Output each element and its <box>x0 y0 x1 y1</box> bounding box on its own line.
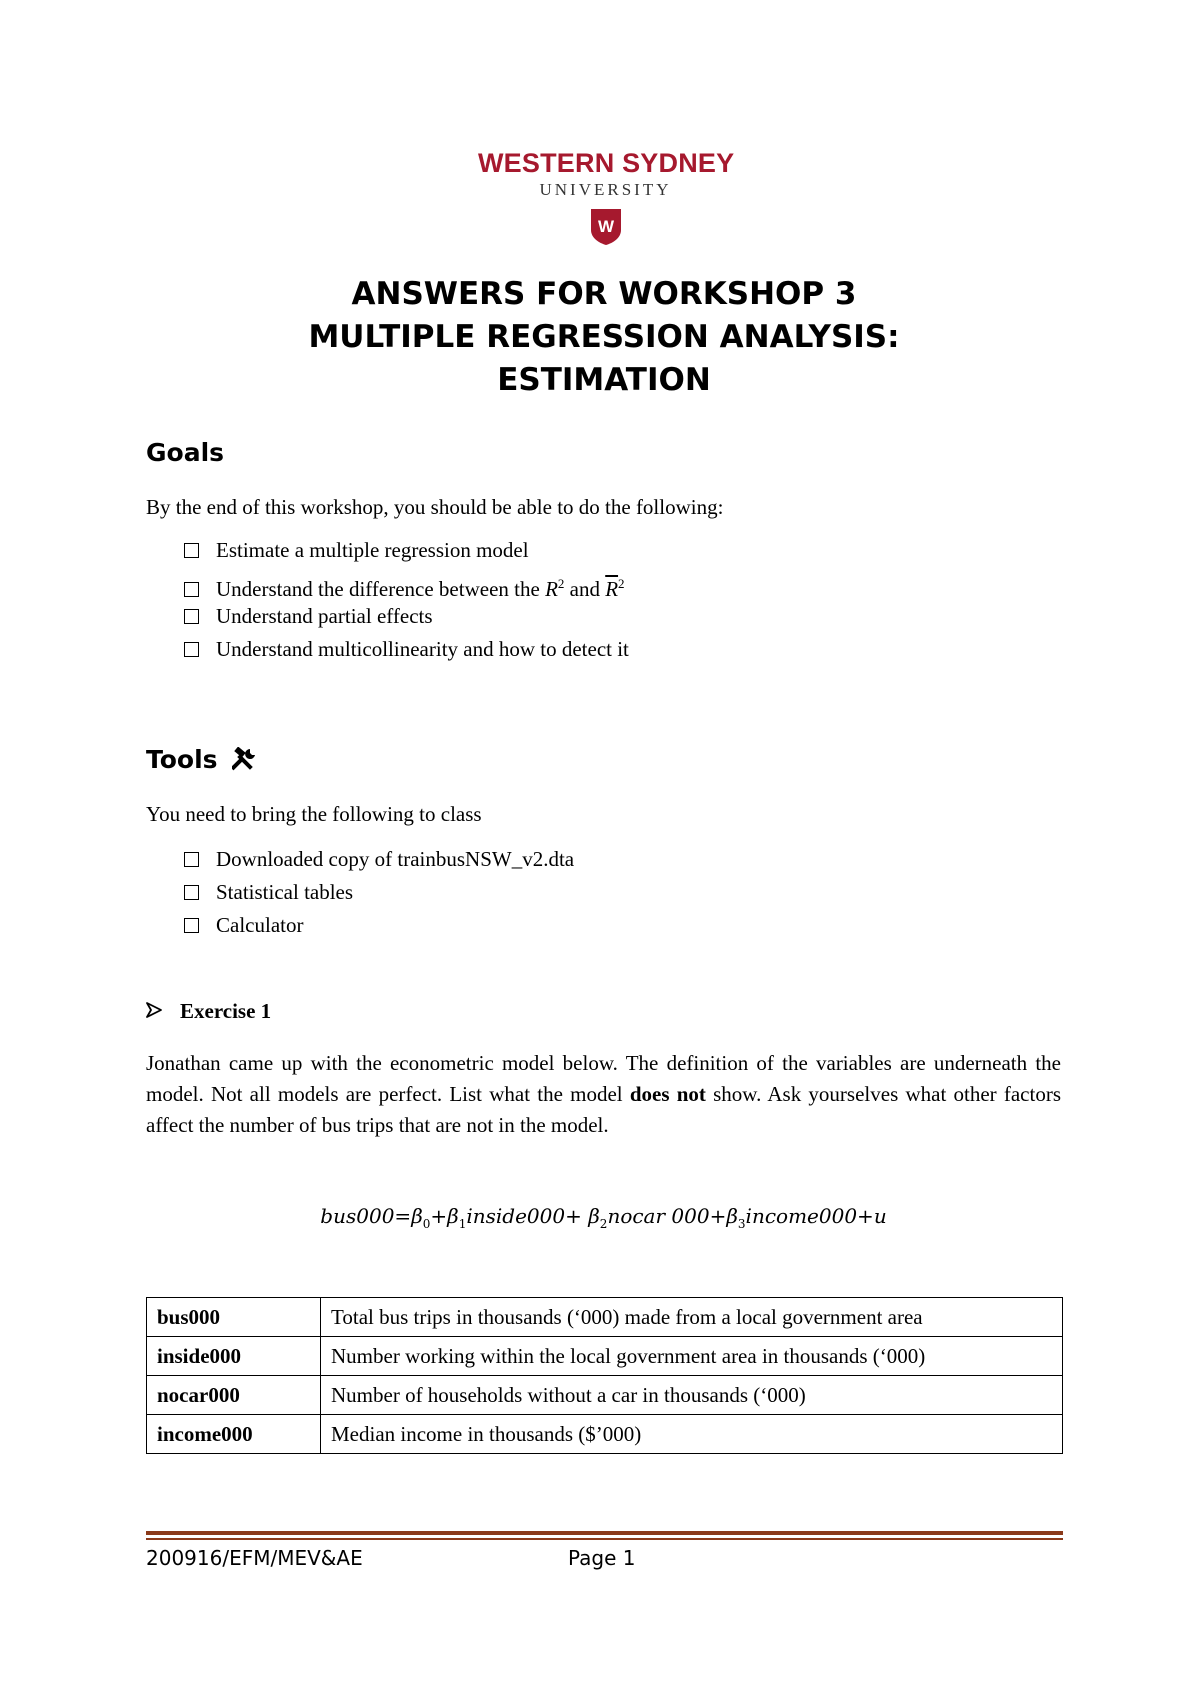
title-line-2: MULTIPLE REGRESSION ANALYSIS: <box>308 319 900 355</box>
r-squared-symbol: $R^2$ <box>545 576 565 601</box>
tools-heading: Tools <box>146 745 258 775</box>
title-line-1: ANSWERS FOR WORKSHOP 3 <box>351 276 857 312</box>
footer-page-number: Page 1 <box>568 1546 636 1570</box>
logo-name-line1: WESTERN SYDNEY <box>478 148 735 178</box>
shield-letter: W <box>597 217 614 236</box>
tools-intro: You need to bring the following to class <box>146 802 482 826</box>
tools-list <box>184 843 574 942</box>
checkbox-icon <box>184 918 199 933</box>
list-item: Understand the difference between the $R^2$ and $\overline{R}^2$ <box>184 567 629 600</box>
goals-intro: By the end of this workshop, you should be able to do the following: <box>146 495 724 519</box>
table-row: bus000 Total bus trips in thousands (‘000) made from a local government area <box>147 1298 1063 1337</box>
checkbox-icon <box>184 852 199 867</box>
list-item: Statistical tables <box>184 876 574 909</box>
footer-divider <box>146 1531 1063 1535</box>
table-row: nocar000 Number of households without a car in thousands (‘000) <box>147 1376 1063 1415</box>
hammer-wrench-icon <box>232 747 258 771</box>
exercise-text: Jonathan came up with the econometric model below. The definition of the variables are underneath the model. Not all models are perfect. List what the model does not show. Ask yourselves what other factors affect the number of bus trips that are not in the model. <box>146 1051 1061 1137</box>
adjusted-r-squared-symbol: $\overline{R}^2$ <box>605 576 625 601</box>
footer-divider-thin <box>146 1538 1063 1540</box>
checkbox-icon <box>184 582 199 597</box>
variable-definitions-table <box>146 1297 1063 1454</box>
arrow-bullet-icon <box>146 1002 162 1018</box>
list-item: Estimate a multiple regression model <box>184 534 629 567</box>
goals-heading: Goals <box>146 438 225 467</box>
logo-name-line2: UNIVERSITY <box>539 180 672 199</box>
list-item: Understand multicollinearity and how to detect it <box>184 633 629 666</box>
regression-equation: $bus000=\beta_0+\beta_1inside000+$ $\beta_2nocar$ $000+\beta_3income000+u$ <box>320 1204 887 1231</box>
checkbox-icon <box>184 543 199 558</box>
footer-course-code: 200916/EFM/MEV&AE <box>146 1546 363 1570</box>
list-item: Understand partial effects <box>184 600 629 633</box>
list-item: Calculator <box>184 909 574 942</box>
university-logo <box>478 148 733 255</box>
checkbox-icon <box>184 609 199 624</box>
shield-icon <box>590 208 622 246</box>
title-line-3: ESTIMATION <box>497 362 711 398</box>
exercise-heading: Exercise 1 <box>146 996 271 1026</box>
table-row: income000 Median income in thousands ($’000) <box>147 1415 1063 1454</box>
document-title <box>146 273 1062 402</box>
table-row: inside000 Number working within the local government area in thousands (‘000) <box>147 1337 1063 1376</box>
list-item: Downloaded copy of trainbusNSW_v2.dta <box>184 843 574 876</box>
checkbox-icon <box>184 885 199 900</box>
checkbox-icon <box>184 642 199 657</box>
goals-list <box>184 534 629 666</box>
